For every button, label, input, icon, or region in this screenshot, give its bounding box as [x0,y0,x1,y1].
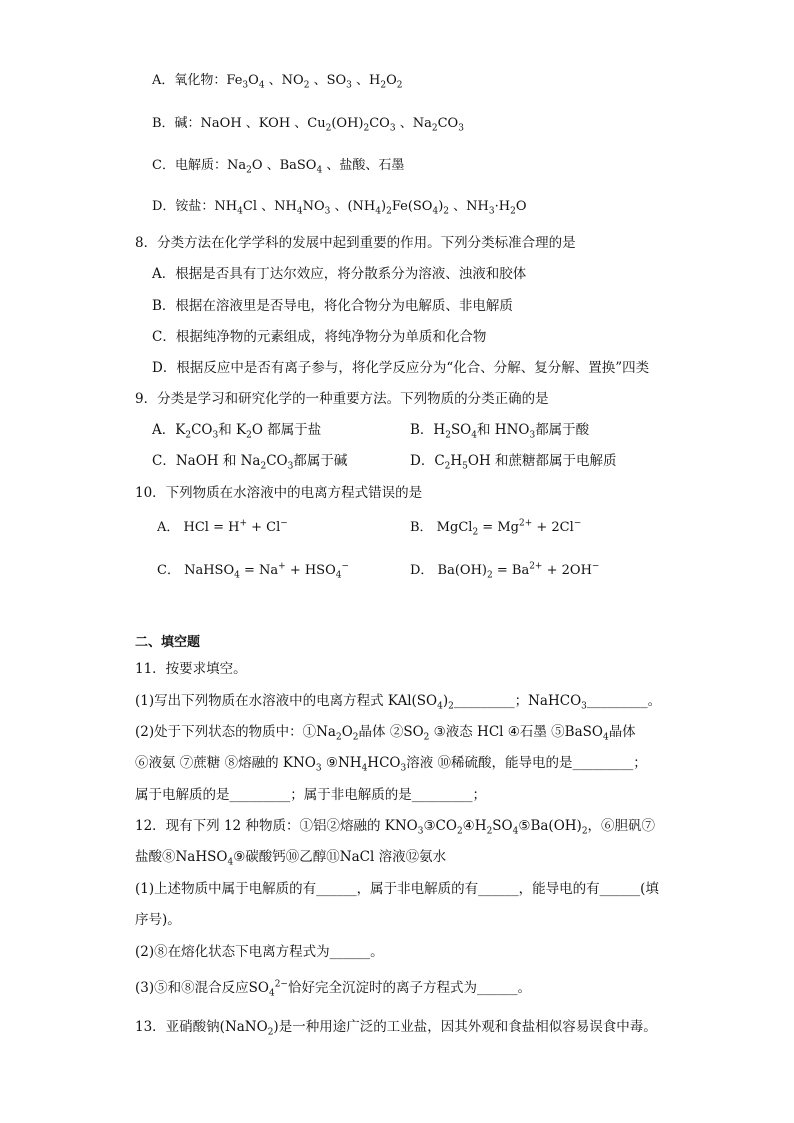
line-q9a: A．$K_2CO_3$和 $K_2O$ 都属于盐 [152,422,322,441]
line-q11: 11．按要求填空。 [135,661,247,677]
line-q11_2b: ⑥液氨 ⑦蔗糖 ⑧熔融的 $KNO_3$ $⑨NH_4HCO_3$溶液 ⑩稀硫酸，能导电的是_________； [135,755,647,774]
line-q12: 12．现有下列 12 种物质：①铝②熔融的 $KNO_3③CO_2④H_2SO_4⑤Ba(OH)_2$，⑥胆矾⑦ [135,818,656,837]
line-q11_2c: 属于电解质的是_________；属于非电解质的是_________； [135,787,486,803]
line-q8: 8．分类方法在化学学科的发展中起到重要的作用。下列分类标准合理的是 [135,235,576,251]
line-q11_2: (2)处于下列状态的物质中：$①Na_2O_2$晶体 $②SO_2$ ③液态 HCl ④石墨 ⑤BaSO$_4$晶体 [135,724,636,743]
line-sec2: 二、填空题 [135,635,201,650]
line-q13: 13．亚硝酸钠(NaNO$_2$)是一种用途广泛的工业盐，因其外观和食盐相似容易误食中毒。 [135,1019,657,1038]
line-q12b: 盐酸⑧NaHSO$_4$⑨碳酸钙⑩乙醇⑪NaCl 溶液⑫氨水 [135,849,447,868]
line-q12_3: (3)⑤和⑧混合反应$SO_4^{2-}$恰好完全沉淀时的离子方程式为______。 [135,979,531,999]
line-q10b: B． MgCl$_2$ = $Mg^{2+} + 2Cl^-$ [410,518,582,538]
line-q9b: B．$H_2SO_4$和 $HNO_3$都属于酸 [410,422,590,441]
line-q12_1: (1)上述物质中属于电解质的有______，属于非电解质的有______，能导电的有______(填 [135,881,659,897]
line-q12_2: (2)⑧在熔化状态下电离方程式为______。 [135,944,384,960]
line-q11_1: (1)写出下列物质在水溶液中的电离方程式 $KAl(SO_4)_2\_\_\_\_\_\_\_\_\_$；NaHCO$_3$_________。 [135,693,662,712]
line-q8a: A．根据是否具有丁达尔效应，将分散系分为溶液、浊液和胶体 [152,266,527,282]
line-q8c: C．根据纯净物的元素组成，将纯净物分为单质和化合物 [152,329,487,345]
line-q9: 9．分类是学习和研究化学的一种重要方法。下列物质的分类正确的是 [135,391,549,407]
line-q7b: B．碱：NaOH 、KOH 、$Cu_2(OH)_2CO_3$ 、$Na_2CO_3$ [152,116,464,134]
line-q10d: D． $Ba(OH)_2 = Ba^{2+} + 2OH^-$ [410,561,600,581]
line-q8d: D．根据反应中是否有离子参与，将化学反应分为“化合、分解、复分解、置换”四类 [152,360,650,376]
line-q10a: A． HCl = H+ + Cl− [157,518,288,535]
line-q7a: A．氧化物：$Fe_3O_4$ 、$NO_2$ 、$SO_3$ 、$H_2O_2$ [152,73,403,91]
line-q10: 10．下列物质在水溶液中的电离方程式错误的是 [135,485,423,501]
line-q8b: B．根据在溶液里是否导电，将化合物分为电解质、非电解质 [152,298,513,314]
line-q9c: C．NaOH 和 $Na_2CO_3$都属于碱 [152,453,348,472]
line-q9d: D．$C_2H_5OH$ 和蔗糖都属于电解质 [410,453,617,472]
line-q10c: C． NaHSO$_4$ = $Na^+ + HSO_4^-$ [157,561,350,581]
line-q7d: D．铵盐：$NH_4Cl$ 、$NH_4NO_3$ 、$(NH_4)_2Fe(SO_4)_2$ 、$NH_3\cdot H_2O$ [152,199,527,217]
line-q7c: C．电解质：$Na_2O$ 、BaSO$_4$ 、盐酸、石墨 [152,158,405,176]
line-q12_1b: 序号)。 [135,912,181,928]
